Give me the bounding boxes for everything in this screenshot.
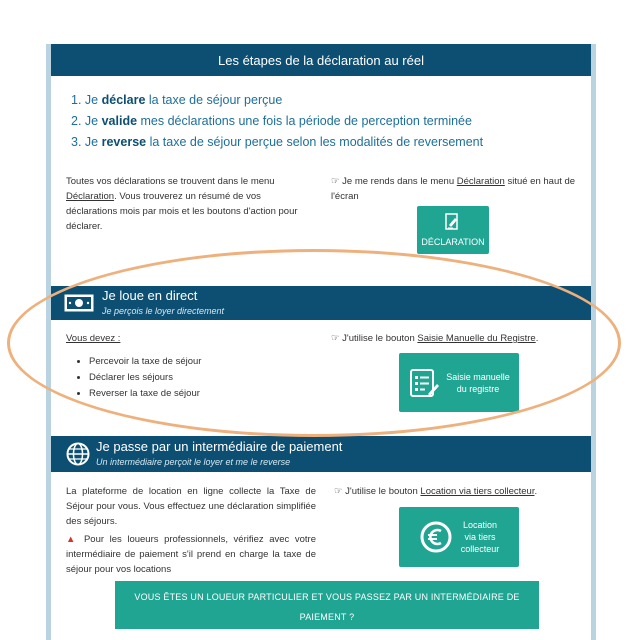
manual-register-button[interactable]: Saisie manuelle du registre — [399, 353, 519, 412]
panel-title: Les étapes de la déclaration au réel — [218, 52, 424, 68]
step-item: 3. Je reverse la taxe de séjour perçue selon les modalités de reversement — [71, 135, 484, 149]
intermediary-subtitle: Un intermédiaire perçoit le loyer et me le reverse — [96, 457, 291, 467]
direct-title: Je loue en direct — [102, 288, 198, 303]
pointing-hand-icon: ☞ — [334, 486, 343, 497]
list-item: • Percevoir la taxe de séjour — [89, 354, 201, 370]
intermediary-description: La plateforme de location en ligne collecte la Taxe de Séjour pour vous. Vous effectuez une déclaration simplifiée des séjours. — [66, 486, 316, 527]
register-list-icon — [408, 367, 440, 399]
intermediary-section-header — [51, 436, 591, 472]
steps-list — [71, 90, 483, 153]
declaration-menu-link[interactable]: Déclaration — [66, 191, 115, 202]
globe-icon — [66, 442, 90, 466]
intermediary-warning: ▲ Pour les loueurs professionnels, vérifiez avec votre intermédiaire de paiement s'il prend en charge la taxe de séjour pour vos locations — [66, 534, 317, 575]
direct-section-header — [51, 286, 591, 320]
private-landlord-intermediary-button[interactable]: VOUS ÊTES UN LOUEUR PARTICULIER ET VOUS PASSEZ PAR UN INTERMÉDIAIRE DE PAIEMENT ? — [115, 581, 539, 629]
declaration-instruction: ☞ Je me rends dans le menu Déclaration situé en haut de l'écran — [331, 176, 576, 202]
step-item: 2. Je valide mes déclarations une fois la période de perception terminée — [71, 114, 472, 128]
banknote-icon — [64, 294, 94, 312]
pointing-hand-icon: ☞ — [331, 333, 340, 344]
edit-document-icon — [443, 212, 463, 232]
list-item: • Déclarer les séjours — [89, 370, 201, 386]
declaration-menu-link[interactable]: Déclaration — [456, 176, 505, 187]
declaration-button[interactable]: DÉCLARATION — [417, 206, 489, 254]
direct-bullets — [75, 354, 201, 402]
panel-header — [51, 44, 591, 76]
third-party-collector-link[interactable]: Location via tiers collecteur — [420, 486, 535, 497]
warning-icon: ▲ — [66, 534, 79, 545]
manual-register-link[interactable]: Saisie Manuelle du Registre — [417, 333, 536, 344]
step-item: 1. Je déclare la taxe de séjour perçue — [71, 93, 283, 107]
third-party-collector-button[interactable]: Location via tiers collecteur — [399, 507, 519, 567]
intermediary-title: Je passe par un intermédiaire de paiement — [96, 439, 343, 454]
declaration-description: Toutes vos déclarations se trouvent dans le menu Déclaration. Vous trouverez un résumé de vos déclarations mois par mois et les boutons d'action pour déclarer. — [66, 176, 298, 232]
direct-instruction: ☞ J'utilise le bouton Saisie Manuelle du Registre. — [331, 333, 539, 344]
must-label: Vous devez : — [66, 333, 121, 344]
euro-cycle-icon — [419, 520, 453, 554]
direct-subtitle: Je perçois le loyer directement — [102, 306, 225, 316]
steps-panel — [46, 44, 596, 640]
intermediary-instruction: ☞ J'utilise le bouton Location via tiers collecteur. — [334, 486, 538, 497]
list-item: • Reverser la taxe de séjour — [89, 386, 201, 402]
pointing-hand-icon: ☞ — [331, 176, 340, 187]
